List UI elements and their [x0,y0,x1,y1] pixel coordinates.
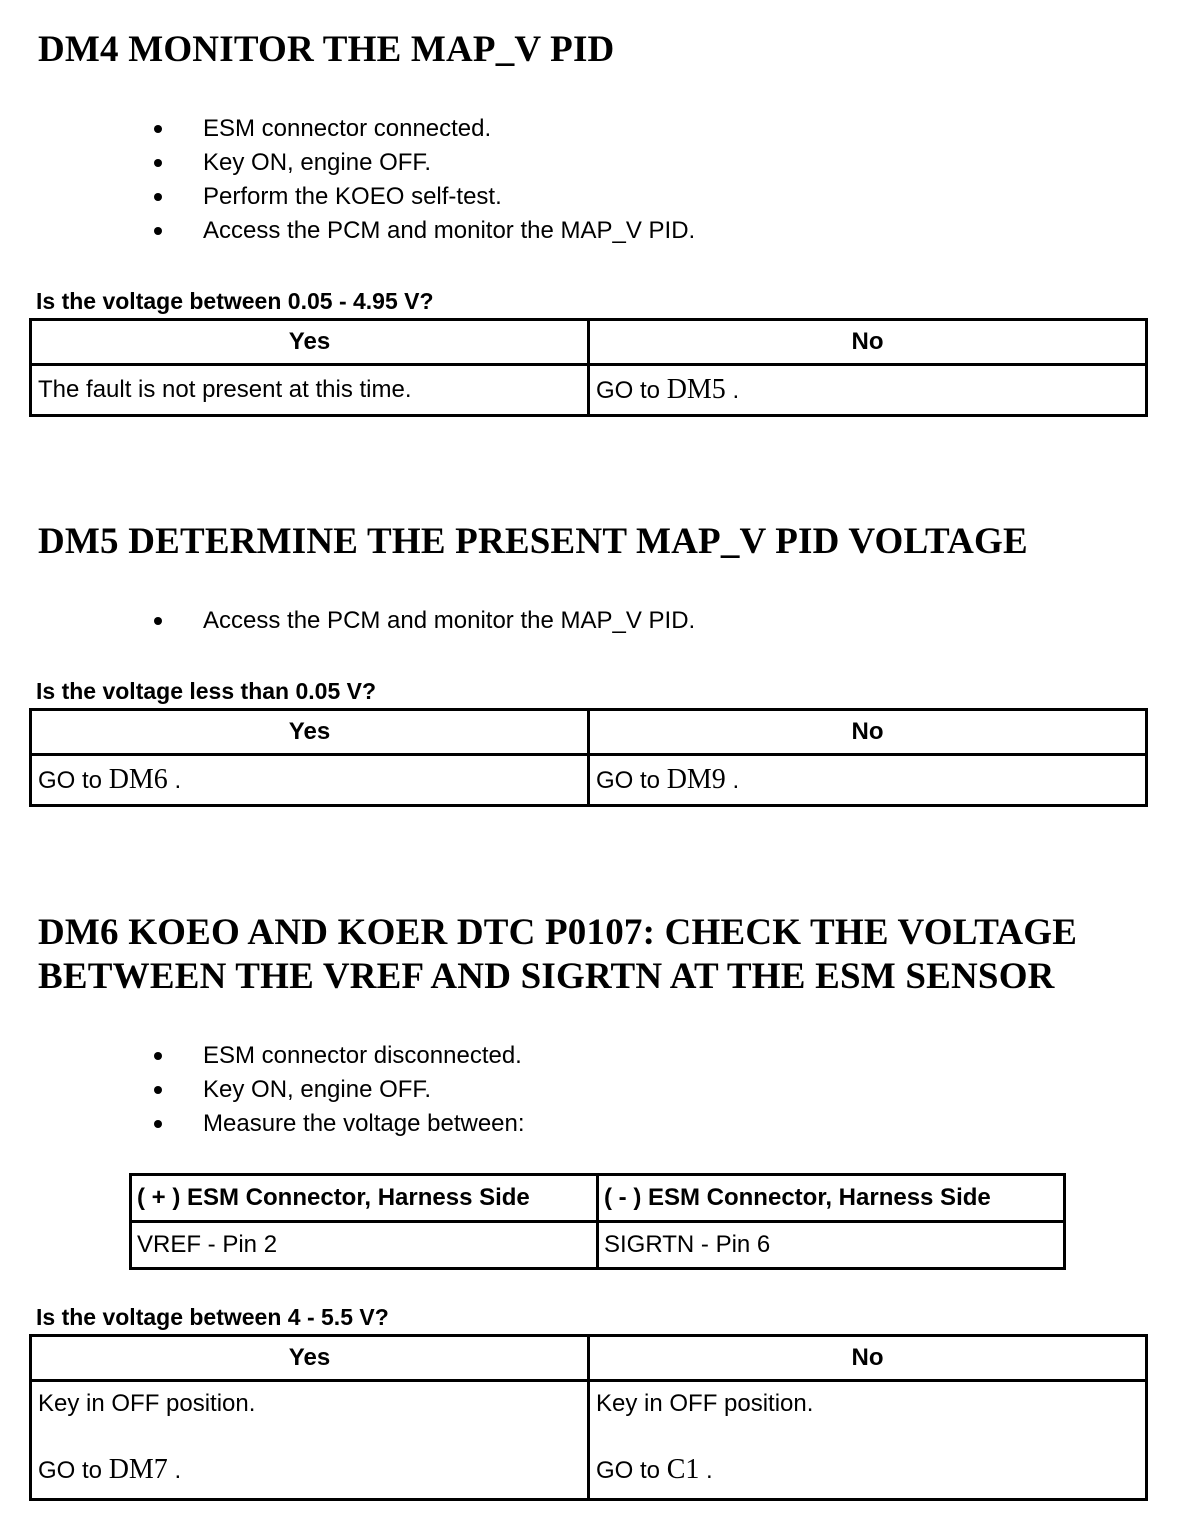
step-text: Access the PCM and monitor the MAP_V PID. [203,217,696,244]
no-cell [589,1381,1147,1500]
list-item [150,1073,525,1107]
yes-cell [31,1381,589,1500]
go-to-label: GO to [38,767,109,794]
list-item [150,146,695,180]
list-item [150,180,695,214]
go-to-suffix: . [167,1457,182,1484]
yes-header: Yes [31,710,589,755]
no-instruction: Key in OFF position. [596,1390,814,1417]
dm7-link[interactable]: DM7 [108,1454,168,1485]
yes-instruction: Key in OFF position. [38,1390,256,1417]
dm5-link[interactable]: DM5 [666,374,726,405]
dm4-heading: DM4 MONITOR THE MAP_V PID [38,29,615,70]
yes-header: Yes [31,1336,589,1381]
list-item [150,1107,525,1141]
bullet-icon [154,1086,162,1094]
yes-cell: The fault is not present at this time. [31,365,589,416]
list-item [150,1039,525,1073]
go-to-label: GO to [596,377,667,404]
dm6-step-list [150,1039,525,1141]
bullet-icon [154,125,162,133]
dm5-question: Is the voltage less than 0.05 V? [36,678,377,704]
step-text: Key ON, engine OFF. [203,149,432,176]
no-header: No [589,320,1147,365]
dm4-result-table [29,318,1148,417]
dm6-result-table [29,1334,1148,1501]
step-text: ESM connector connected. [203,115,492,142]
table-row [31,1381,1147,1500]
go-to-suffix: . [725,767,740,794]
bullet-icon [154,193,162,201]
dm6-heading-line2: BETWEEN THE VREF AND SIGRTN AT THE ESM SENSOR [38,956,1055,997]
go-to-label: GO to [38,1457,109,1484]
bullet-icon [154,159,162,167]
bullet-icon [154,1052,162,1060]
negative-connector-header: ( - ) ESM Connector, Harness Side [598,1175,1065,1222]
dm5-heading: DM5 DETERMINE THE PRESENT MAP_V PID VOLTAGE [38,521,1028,562]
dm5-step-list [150,604,695,638]
positive-pin-cell: VREF - Pin 2 [131,1222,598,1269]
positive-connector-header: ( + ) ESM Connector, Harness Side [131,1175,598,1222]
dm6-heading [38,911,1077,999]
yes-header: Yes [31,320,589,365]
step-text: Measure the voltage between: [203,1110,525,1137]
c1-link[interactable]: C1 [666,1454,700,1485]
bullet-icon [154,227,162,235]
dm5-result-table [29,708,1148,807]
step-text: Access the PCM and monitor the MAP_V PID. [203,607,696,634]
negative-pin-cell: SIGRTN - Pin 6 [598,1222,1065,1269]
dm4-step-list [150,112,695,248]
list-item [150,214,695,248]
no-header: No [589,710,1147,755]
dm4-question: Is the voltage between 0.05 - 4.95 V? [36,288,434,314]
bullet-icon [154,617,162,625]
connector-pin-table [129,1173,1066,1270]
no-cell [589,755,1147,806]
step-text: ESM connector disconnected. [203,1042,522,1069]
table-header-row [31,1336,1147,1381]
go-to-label: GO to [596,1457,667,1484]
go-to-suffix: . [167,767,182,794]
dm9-link[interactable]: DM9 [666,764,726,795]
no-go-to [596,1454,1139,1486]
go-to-suffix: . [699,1457,713,1484]
yes-go-to [38,1454,581,1486]
go-to-suffix: . [725,377,740,404]
table-header-row [31,320,1147,365]
table-row [31,755,1147,806]
list-item [150,604,695,638]
dm6-link[interactable]: DM6 [108,764,168,795]
table-row [131,1222,1065,1269]
yes-cell [31,755,589,806]
no-cell [589,365,1147,416]
step-text: Perform the KOEO self-test. [203,183,502,210]
step-text: Key ON, engine OFF. [203,1076,432,1103]
table-header-row [131,1175,1065,1222]
bullet-icon [154,1120,162,1128]
list-item [150,112,695,146]
no-header: No [589,1336,1147,1381]
table-header-row [31,710,1147,755]
table-row [31,365,1147,416]
dm6-heading-line1: DM6 KOEO AND KOER DTC P0107: CHECK THE VOLTAGE [38,912,1078,953]
dm6-question: Is the voltage between 4 - 5.5 V? [36,1304,389,1330]
go-to-label: GO to [596,767,667,794]
